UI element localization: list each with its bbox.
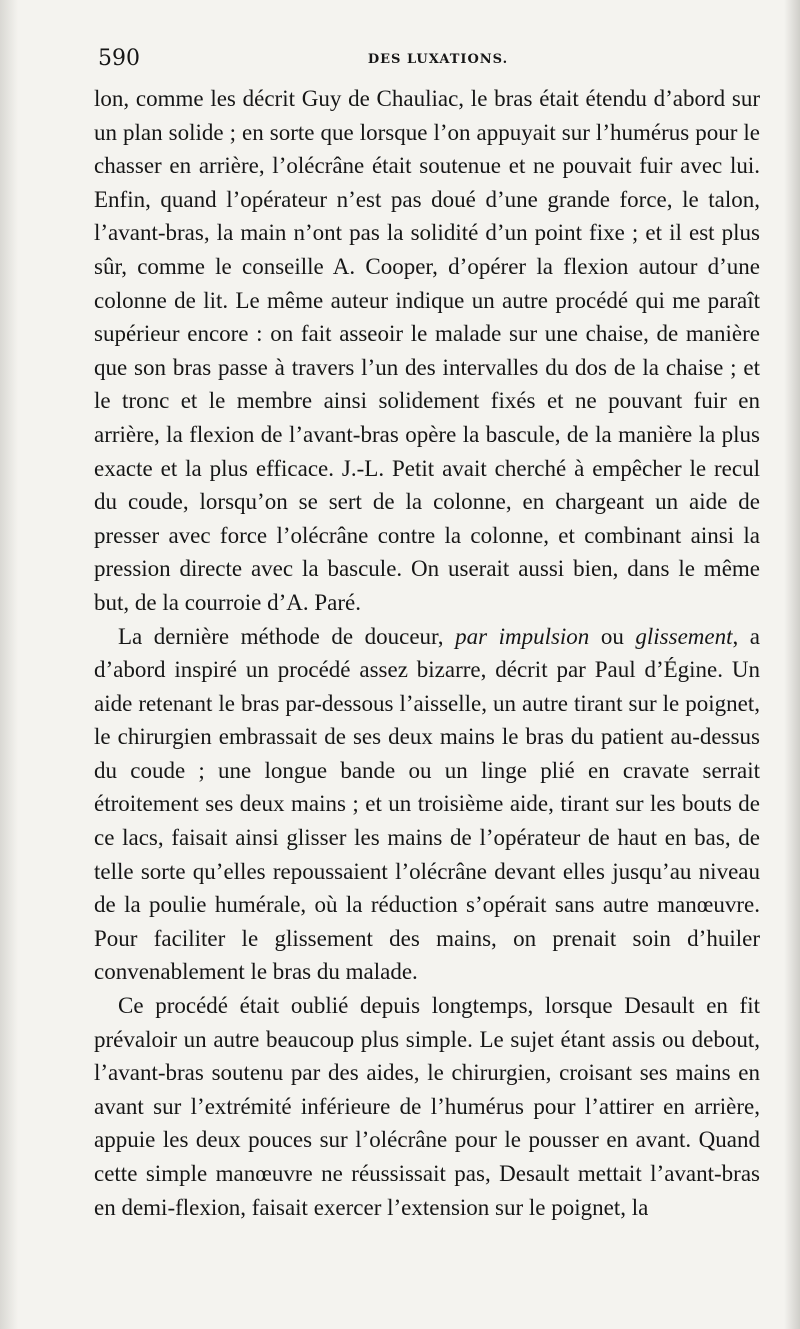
body-text: [94, 82, 760, 1224]
paragraph-2-text-a: La dernière méthode de douceur,: [118, 623, 456, 649]
page-header: [98, 42, 758, 76]
term-glissement: glissement: [635, 623, 733, 649]
page-number: 590: [98, 46, 140, 71]
page-edge-shadow-left: [0, 0, 18, 1329]
paragraph-2: [94, 620, 760, 990]
term-par-impulsion: par impulsion: [455, 623, 590, 649]
paragraph-1-text: lon, comme les décrit Guy de Chauliac, le bras était étendu d’abord sur un plan solide ; en sorte que lorsque l’on appuyait sur l’humérus pour le chasser en arrière, l’olécrâne était soutenue et ne pouvait fuir avec lui. Enfin, quand l’opérateur n’est pas doué d’une grande force, le talon, l’avant-bras, la main n’ont pas la solidité d’un point fixe ; et il est plus sûr, comme le conseille A. Cooper, d’opérer la flexion autour d’une colonne de lit. Le même auteur indique un autre procédé qui me paraît supérieur encore : on fait asseoir le malade sur une chaise, de manière que son bras passe à travers l’un des intervalles du dos de la chaise ; et le tronc et le membre ainsi solidement fixés et ne pouvant fuir en arrière, la flexion de l’avant-bras opère la bascule, de la manière la plus exacte et la plus efficace. J.-L. Petit avait cherché à empêcher le recul du coude, lorsqu’on se sert de la colonne, en chargeant un aide de presser avec force l’olécrâne contre la colonne, et combinant ainsi la pression directe avec la bascule. On userait aussi bien, dans le même but, de la courroie d’A. Paré.: [94, 86, 760, 615]
paragraph-2-text-c: , a d’abord inspiré un procédé assez bizarre, décrit par Paul d’Égine. Un aide retenant le bras par-dessous l’aisselle, un autre tirant sur le poignet, le chirurgien embrassait de ses deux mains le bras du patient au-dessus du coude ; une longue bande ou un linge plié en cravate serrait étroitement ses deux mains ; et un troisième aide, tirant sur les bouts de ce lacs, faisait ainsi glisser les mains de l’opérateur de haut en bas, de telle sorte qu’elles repoussaient l’olécrâne devant elles jusqu’au niveau de la poulie humérale, où la réduction s’opérait sans autre manœuvre. Pour faciliter le glissement des mains, on prenait soin d’huiler convenablement le bras du malade.: [94, 623, 760, 985]
paragraph-1: [94, 82, 760, 620]
paragraph-3-text: Ce procédé était oublié depuis longtemps, lorsque Desault en fit prévaloir un autre beaucoup plus simple. Le sujet étant assis ou debout, l’avant-bras soutenu par des aides, le chirurgien, croisant ses mains en avant sur l’extrémité inférieure de l’humérus pour l’attirer en arrière, appuie les deux pouces sur l’olécrâne pour le pousser en avant. Quand cette simple manœuvre ne réussissait pas, Desault mettait l’avant-bras en demi-flexion, faisait exercer l’extension sur le poignet, la: [94, 993, 760, 1220]
page-edge-shadow-right: [784, 0, 800, 1329]
running-title: DES LUXATIONS.: [367, 52, 509, 67]
paragraph-3: [94, 989, 760, 1224]
paragraph-2-text-b: ou: [589, 623, 636, 649]
